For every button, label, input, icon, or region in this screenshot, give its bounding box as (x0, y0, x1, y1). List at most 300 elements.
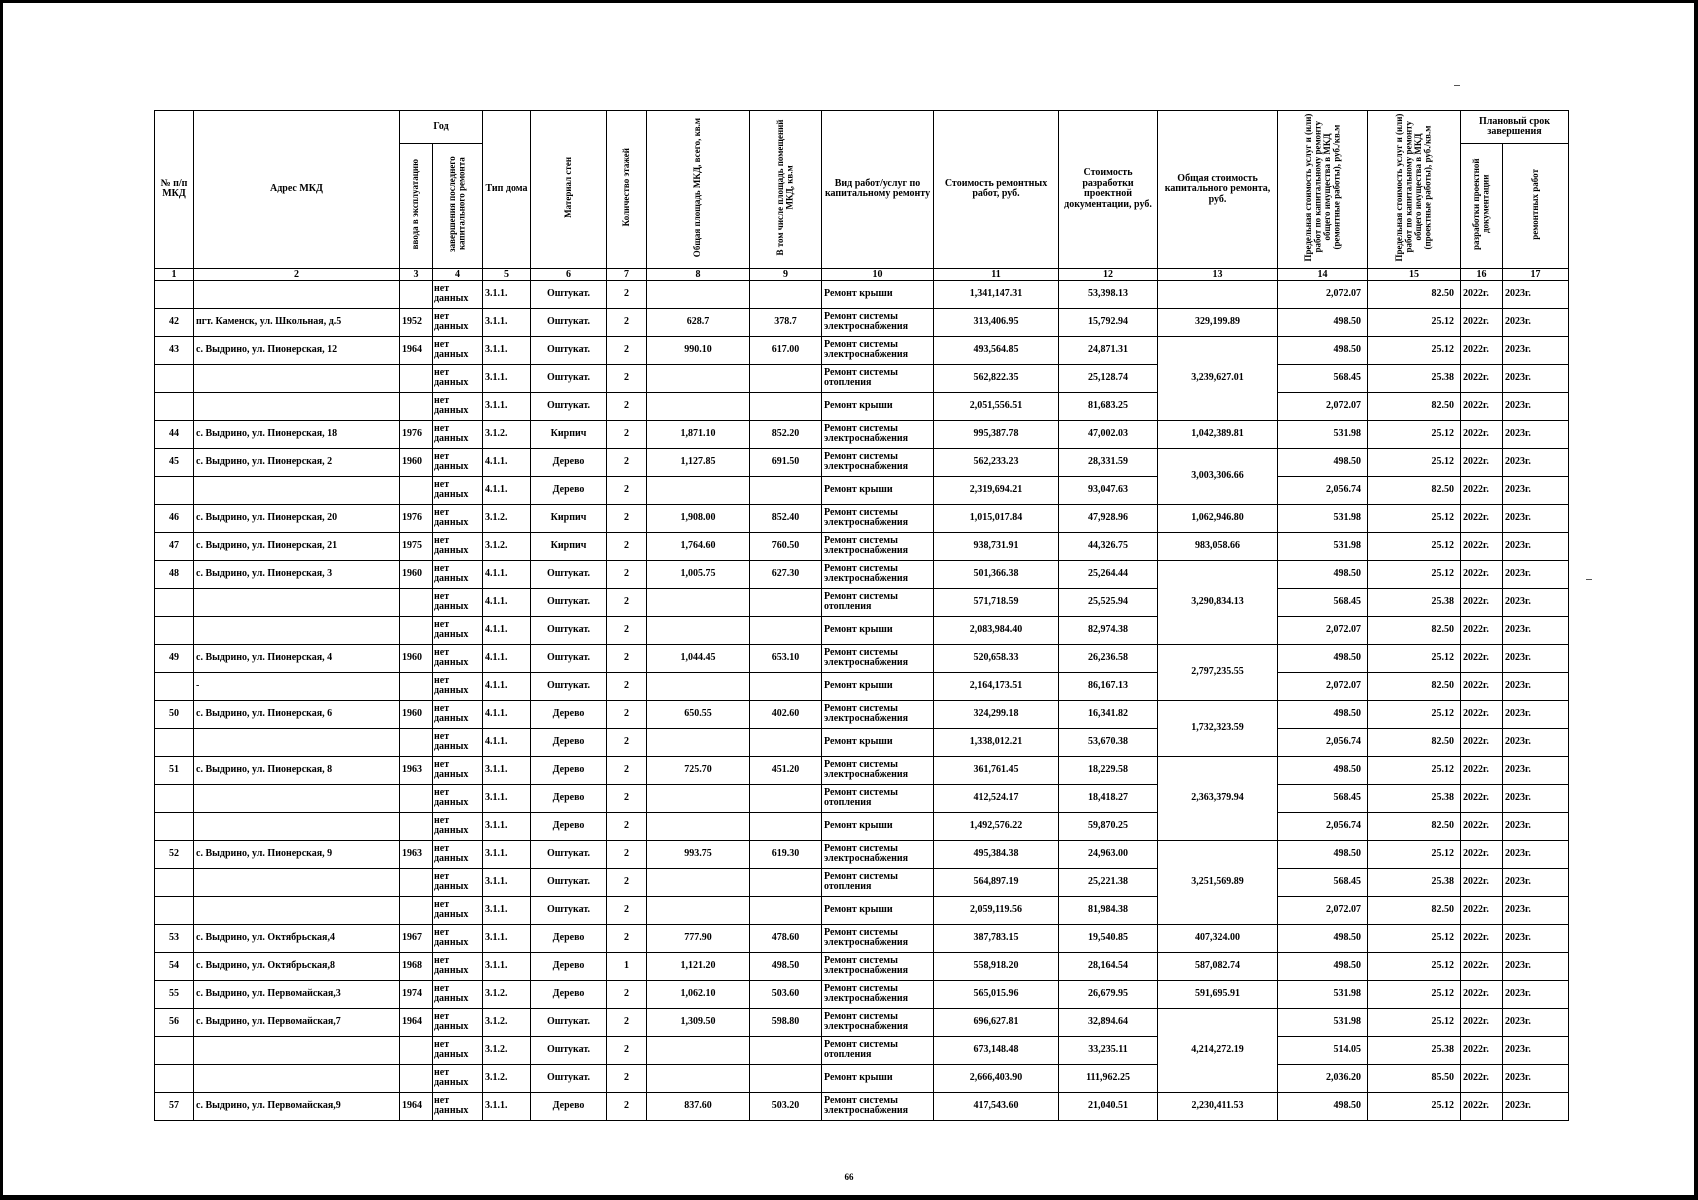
wall-material-cell: Дерево (531, 448, 607, 476)
deadline-design-cell: 2022г. (1461, 1008, 1503, 1036)
house-type-cell: 4.1.1. (483, 476, 531, 504)
premises-area-cell: 627.30 (750, 560, 822, 588)
work-type-cell: Ремонт системы отопления (822, 364, 934, 392)
address-cell: с. Выдрино, ул. Пионерская, 9 (194, 840, 400, 868)
row-number-cell: 43 (155, 336, 194, 364)
address-cell (194, 812, 400, 840)
deadline-design-cell: 2022г. (1461, 812, 1503, 840)
commissioning-year-cell (400, 868, 433, 896)
commissioning-year-cell (400, 616, 433, 644)
table-row (155, 672, 1569, 700)
premises-area-cell: 852.20 (750, 420, 822, 448)
last-repair-cell: нет данных (433, 784, 483, 812)
column-number: 13 (1158, 268, 1278, 280)
wall-material-cell: Оштукат. (531, 392, 607, 420)
limit-repair-cell: 568.45 (1278, 784, 1368, 812)
house-type-cell: 3.1.1. (483, 896, 531, 924)
limit-repair-cell: 531.98 (1278, 532, 1368, 560)
header-floors (607, 111, 647, 269)
header-deadline-repair (1503, 144, 1569, 269)
deadline-repair-cell: 2023г. (1503, 980, 1569, 1008)
wall-material-cell: Оштукат. (531, 616, 607, 644)
commissioning-year-cell (400, 476, 433, 504)
commissioning-year-cell (400, 784, 433, 812)
deadline-design-cell: 2022г. (1461, 448, 1503, 476)
commissioning-year-cell: 1963 (400, 840, 433, 868)
design-cost-cell: 21,040.51 (1059, 1092, 1158, 1120)
column-number: 16 (1461, 268, 1503, 280)
limit-repair-cell: 2,056.74 (1278, 728, 1368, 756)
work-type-cell: Ремонт системы электроснабжения (822, 504, 934, 532)
header-limit-design (1368, 111, 1461, 269)
deadline-repair-cell: 2023г. (1503, 728, 1569, 756)
floors-cell: 2 (607, 1036, 647, 1064)
house-type-cell: 3.1.2. (483, 532, 531, 560)
column-number: 11 (934, 268, 1059, 280)
premises-area-cell (750, 280, 822, 308)
deadline-design-cell: 2022г. (1461, 532, 1503, 560)
premises-area-cell: 503.20 (750, 1092, 822, 1120)
wall-material-cell: Оштукат. (531, 308, 607, 336)
work-type-cell: Ремонт крыши (822, 392, 934, 420)
header-design-cost: Стоимость разработки проектной документации, руб. (1059, 111, 1158, 269)
column-number: 6 (531, 268, 607, 280)
repair-cost-cell: 495,384.38 (934, 840, 1059, 868)
last-repair-cell: нет данных (433, 336, 483, 364)
house-type-cell: 3.1.2. (483, 1008, 531, 1036)
table-row (155, 420, 1569, 448)
total-area-cell: 777.90 (647, 924, 750, 952)
premises-area-cell: 378.7 (750, 308, 822, 336)
table-row (155, 588, 1569, 616)
last-repair-cell: нет данных (433, 364, 483, 392)
premises-area-cell: 498.50 (750, 952, 822, 980)
deadline-design-cell: 2022г. (1461, 728, 1503, 756)
premises-area-cell (750, 784, 822, 812)
header-deadline-design (1461, 144, 1503, 269)
address-cell: с. Выдрино, ул. Первомайская,7 (194, 1008, 400, 1036)
deadline-design-cell: 2022г. (1461, 840, 1503, 868)
limit-design-cell: 25.12 (1368, 532, 1461, 560)
scan-border-left (0, 0, 3, 1200)
row-number-cell (155, 476, 194, 504)
deadline-design-cell: 2022г. (1461, 504, 1503, 532)
design-cost-cell: 18,418.27 (1059, 784, 1158, 812)
commissioning-year-cell: 1952 (400, 308, 433, 336)
house-type-cell: 3.1.1. (483, 868, 531, 896)
design-cost-cell: 28,331.59 (1059, 448, 1158, 476)
floors-cell: 2 (607, 980, 647, 1008)
limit-repair-cell: 531.98 (1278, 1008, 1368, 1036)
deadline-repair-cell: 2023г. (1503, 700, 1569, 728)
limit-design-cell: 82.50 (1368, 476, 1461, 504)
table-row (155, 1008, 1569, 1036)
deadline-repair-cell: 2023г. (1503, 644, 1569, 672)
repair-cost-cell: 2,319,694.21 (934, 476, 1059, 504)
last-repair-cell: нет данных (433, 420, 483, 448)
floors-cell: 2 (607, 476, 647, 504)
total-area-cell (647, 476, 750, 504)
commissioning-year-cell (400, 728, 433, 756)
deadline-design-cell: 2022г. (1461, 952, 1503, 980)
header-row-number: № п/п МКД (155, 111, 194, 269)
deadline-design-cell: 2022г. (1461, 980, 1503, 1008)
row-number-cell (155, 392, 194, 420)
commissioning-year-cell: 1974 (400, 980, 433, 1008)
deadline-repair-cell: 2023г. (1503, 784, 1569, 812)
deadline-repair-cell: 2023г. (1503, 1092, 1569, 1120)
capital-repair-table (154, 110, 1569, 1121)
header-wall-material-text: Материал стен (562, 157, 573, 218)
deadline-repair-cell: 2023г. (1503, 420, 1569, 448)
limit-repair-cell: 531.98 (1278, 420, 1368, 448)
premises-area-cell: 691.50 (750, 448, 822, 476)
limit-repair-cell: 2,056.74 (1278, 476, 1368, 504)
total-area-cell: 1,121.20 (647, 952, 750, 980)
work-type-cell: Ремонт системы электроснабжения (822, 448, 934, 476)
limit-design-cell: 82.50 (1368, 896, 1461, 924)
total-area-cell: 1,127.85 (647, 448, 750, 476)
house-type-cell: 3.1.1. (483, 364, 531, 392)
deadline-repair-cell: 2023г. (1503, 812, 1569, 840)
limit-design-cell: 82.50 (1368, 812, 1461, 840)
address-cell (194, 392, 400, 420)
floors-cell: 2 (607, 700, 647, 728)
limit-repair-cell: 498.50 (1278, 700, 1368, 728)
design-cost-cell: 24,871.31 (1059, 336, 1158, 364)
deadline-design-cell: 2022г. (1461, 784, 1503, 812)
design-cost-cell: 19,540.85 (1059, 924, 1158, 952)
total-area-cell (647, 1064, 750, 1092)
work-type-cell: Ремонт системы электроснабжения (822, 420, 934, 448)
header-repair-cost: Стоимость ремонтных работ, руб. (934, 111, 1059, 269)
total-area-cell (647, 784, 750, 812)
repair-cost-cell: 2,051,556.51 (934, 392, 1059, 420)
repair-cost-cell: 1,492,576.22 (934, 812, 1059, 840)
commissioning-year-cell: 1976 (400, 420, 433, 448)
total-area-cell (647, 280, 750, 308)
wall-material-cell: Кирпич (531, 532, 607, 560)
address-cell: с. Выдрино, ул. Пионерская, 2 (194, 448, 400, 476)
limit-design-cell: 25.12 (1368, 448, 1461, 476)
premises-area-cell: 852.40 (750, 504, 822, 532)
premises-area-cell (750, 812, 822, 840)
commissioning-year-cell (400, 672, 433, 700)
floors-cell: 2 (607, 868, 647, 896)
last-repair-cell: нет данных (433, 924, 483, 952)
repair-cost-cell: 417,543.60 (934, 1092, 1059, 1120)
total-area-cell: 1,062.10 (647, 980, 750, 1008)
work-type-cell: Ремонт крыши (822, 476, 934, 504)
total-cost-cell: 587,082.74 (1158, 952, 1278, 980)
deadline-repair-cell: 2023г. (1503, 672, 1569, 700)
house-type-cell: 3.1.1. (483, 392, 531, 420)
total-cost-cell: 3,003,306.66 (1158, 448, 1278, 504)
table-row (155, 336, 1569, 364)
limit-repair-cell: 498.50 (1278, 308, 1368, 336)
deadline-design-cell: 2022г. (1461, 308, 1503, 336)
total-cost-cell: 2,797,235.55 (1158, 644, 1278, 700)
floors-cell: 2 (607, 756, 647, 784)
wall-material-cell: Оштукат. (531, 588, 607, 616)
design-cost-cell: 86,167.13 (1059, 672, 1158, 700)
floors-cell: 2 (607, 588, 647, 616)
total-area-cell: 993.75 (647, 840, 750, 868)
total-area-cell: 725.70 (647, 756, 750, 784)
floors-cell: 2 (607, 364, 647, 392)
limit-repair-cell: 2,036.20 (1278, 1064, 1368, 1092)
limit-design-cell: 25.12 (1368, 756, 1461, 784)
table-row (155, 756, 1569, 784)
premises-area-cell: 451.20 (750, 756, 822, 784)
work-type-cell: Ремонт системы электроснабжения (822, 532, 934, 560)
deadline-design-cell: 2022г. (1461, 588, 1503, 616)
row-number-cell (155, 672, 194, 700)
wall-material-cell: Оштукат. (531, 1008, 607, 1036)
total-area-cell: 1,309.50 (647, 1008, 750, 1036)
commissioning-year-cell: 1960 (400, 448, 433, 476)
total-area-cell (647, 812, 750, 840)
work-type-cell: Ремонт системы электроснабжения (822, 924, 934, 952)
limit-repair-cell: 2,072.07 (1278, 392, 1368, 420)
deadline-design-cell: 2022г. (1461, 1064, 1503, 1092)
deadline-repair-cell: 2023г. (1503, 588, 1569, 616)
address-cell: с. Выдрино, ул. Пионерская, 3 (194, 560, 400, 588)
repair-cost-cell: 1,015,017.84 (934, 504, 1059, 532)
limit-repair-cell: 568.45 (1278, 364, 1368, 392)
scan-border-bottom (0, 1195, 1698, 1200)
floors-cell: 2 (607, 728, 647, 756)
wall-material-cell: Дерево (531, 924, 607, 952)
repair-cost-cell: 562,233.23 (934, 448, 1059, 476)
limit-design-cell: 25.12 (1368, 952, 1461, 980)
last-repair-cell: нет данных (433, 700, 483, 728)
design-cost-cell: 81,984.38 (1059, 896, 1158, 924)
address-cell (194, 1036, 400, 1064)
total-cost-cell: 4,214,272.19 (1158, 1008, 1278, 1092)
last-repair-cell: нет данных (433, 616, 483, 644)
design-cost-cell: 53,670.38 (1059, 728, 1158, 756)
table-row (155, 1036, 1569, 1064)
scan-border-top (0, 0, 1698, 3)
limit-repair-cell: 2,072.07 (1278, 896, 1368, 924)
table-row (155, 924, 1569, 952)
house-type-cell: 3.1.1. (483, 756, 531, 784)
table-row (155, 1092, 1569, 1120)
house-type-cell: 3.1.2. (483, 420, 531, 448)
commissioning-year-cell (400, 812, 433, 840)
header-commissioning-year-text: ввода в эксплуатацию (410, 158, 421, 250)
house-type-cell: 4.1.1. (483, 588, 531, 616)
last-repair-cell: нет данных (433, 672, 483, 700)
address-cell (194, 280, 400, 308)
table-row (155, 868, 1569, 896)
limit-design-cell: 82.50 (1368, 392, 1461, 420)
commissioning-year-cell: 1960 (400, 560, 433, 588)
total-area-cell (647, 896, 750, 924)
design-cost-cell: 82,974.38 (1059, 616, 1158, 644)
limit-repair-cell: 2,056.74 (1278, 812, 1368, 840)
limit-repair-cell: 531.98 (1278, 504, 1368, 532)
last-repair-cell: нет данных (433, 1008, 483, 1036)
total-cost-cell: 3,239,627.01 (1158, 336, 1278, 420)
wall-material-cell: Кирпич (531, 420, 607, 448)
floors-cell: 2 (607, 308, 647, 336)
address-cell: с. Выдрино, ул. Пионерская, 8 (194, 756, 400, 784)
deadline-design-cell: 2022г. (1461, 616, 1503, 644)
limit-design-cell: 25.12 (1368, 924, 1461, 952)
repair-cost-cell: 493,564.85 (934, 336, 1059, 364)
table-row (155, 644, 1569, 672)
total-cost-cell: 3,290,834.13 (1158, 560, 1278, 644)
address-cell: с. Выдрино, ул. Пионерская, 18 (194, 420, 400, 448)
address-cell (194, 588, 400, 616)
deadline-design-cell: 2022г. (1461, 672, 1503, 700)
repair-cost-cell: 564,897.19 (934, 868, 1059, 896)
address-cell: с. Выдрино, ул. Пионерская, 20 (194, 504, 400, 532)
wall-material-cell: Дерево (531, 756, 607, 784)
address-cell (194, 896, 400, 924)
wall-material-cell: Кирпич (531, 504, 607, 532)
design-cost-cell: 28,164.54 (1059, 952, 1158, 980)
premises-area-cell: 653.10 (750, 644, 822, 672)
row-number-cell: 46 (155, 504, 194, 532)
header-work-type: Вид работ/услуг по капитальному ремонту (822, 111, 934, 269)
deadline-repair-cell: 2023г. (1503, 896, 1569, 924)
commissioning-year-cell: 1963 (400, 756, 433, 784)
house-type-cell: 4.1.1. (483, 448, 531, 476)
total-area-cell: 1,764.60 (647, 532, 750, 560)
floors-cell: 2 (607, 1092, 647, 1120)
last-repair-cell: нет данных (433, 448, 483, 476)
header-floors-text: Количество этажей (620, 148, 631, 227)
total-cost-cell: 1,732,323.59 (1158, 700, 1278, 756)
last-repair-cell: нет данных (433, 728, 483, 756)
total-cost-cell: 2,230,411.53 (1158, 1092, 1278, 1120)
limit-repair-cell: 498.50 (1278, 560, 1368, 588)
table-row (155, 616, 1569, 644)
row-number-cell: 53 (155, 924, 194, 952)
commissioning-year-cell: 1960 (400, 700, 433, 728)
address-cell (194, 616, 400, 644)
premises-area-cell: 503.60 (750, 980, 822, 1008)
row-number-cell (155, 728, 194, 756)
table-row (155, 364, 1569, 392)
limit-design-cell: 25.12 (1368, 504, 1461, 532)
wall-material-cell: Дерево (531, 728, 607, 756)
floors-cell: 2 (607, 812, 647, 840)
floors-cell: 2 (607, 616, 647, 644)
address-cell (194, 868, 400, 896)
limit-design-cell: 25.38 (1368, 784, 1461, 812)
total-area-cell (647, 588, 750, 616)
last-repair-cell: нет данных (433, 1064, 483, 1092)
limit-repair-cell: 2,072.07 (1278, 616, 1368, 644)
repair-cost-cell: 2,164,173.51 (934, 672, 1059, 700)
floors-cell: 2 (607, 644, 647, 672)
house-type-cell: 3.1.2. (483, 980, 531, 1008)
commissioning-year-cell (400, 896, 433, 924)
wall-material-cell: Дерево (531, 952, 607, 980)
repair-cost-cell: 361,761.45 (934, 756, 1059, 784)
column-number: 2 (194, 268, 400, 280)
deadline-repair-cell: 2023г. (1503, 476, 1569, 504)
deadline-repair-cell: 2023г. (1503, 840, 1569, 868)
commissioning-year-cell: 1964 (400, 1008, 433, 1036)
header-house-type: Тип дома (483, 111, 531, 269)
limit-repair-cell: 568.45 (1278, 868, 1368, 896)
commissioning-year-cell: 1960 (400, 644, 433, 672)
deadline-repair-cell: 2023г. (1503, 1008, 1569, 1036)
work-type-cell: Ремонт системы электроснабжения (822, 336, 934, 364)
commissioning-year-cell: 1964 (400, 1092, 433, 1120)
deadline-repair-cell: 2023г. (1503, 504, 1569, 532)
table-row (155, 840, 1569, 868)
row-number-cell (155, 1064, 194, 1092)
last-repair-cell: нет данных (433, 476, 483, 504)
wall-material-cell: Оштукат. (531, 364, 607, 392)
column-number: 1 (155, 268, 194, 280)
limit-repair-cell: 498.50 (1278, 924, 1368, 952)
floors-cell: 2 (607, 924, 647, 952)
address-cell: с. Выдрино, ул. Пионерская, 4 (194, 644, 400, 672)
floors-cell: 2 (607, 448, 647, 476)
table-row (155, 980, 1569, 1008)
house-type-cell: 3.1.2. (483, 1036, 531, 1064)
premises-area-cell: 598.80 (750, 1008, 822, 1036)
address-cell: с. Выдрино, ул. Октябрьская,4 (194, 924, 400, 952)
deadline-repair-cell: 2023г. (1503, 952, 1569, 980)
premises-area-cell (750, 364, 822, 392)
wall-material-cell: Оштукат. (531, 672, 607, 700)
address-cell: с. Выдрино, ул. Октябрьская,8 (194, 952, 400, 980)
premises-area-cell (750, 588, 822, 616)
table-row (155, 308, 1569, 336)
deadline-repair-cell: 2023г. (1503, 280, 1569, 308)
commissioning-year-cell: 1964 (400, 336, 433, 364)
row-number-cell: 54 (155, 952, 194, 980)
repair-cost-cell: 571,718.59 (934, 588, 1059, 616)
last-repair-cell: нет данных (433, 1092, 483, 1120)
design-cost-cell: 81,683.25 (1059, 392, 1158, 420)
design-cost-cell: 33,235.11 (1059, 1036, 1158, 1064)
design-cost-cell: 25,525.94 (1059, 588, 1158, 616)
premises-area-cell: 478.60 (750, 924, 822, 952)
design-cost-cell: 53,398.13 (1059, 280, 1158, 308)
design-cost-cell: 111,962.25 (1059, 1064, 1158, 1092)
limit-design-cell: 85.50 (1368, 1064, 1461, 1092)
header-wall-material (531, 111, 607, 269)
deadline-repair-cell: 2023г. (1503, 924, 1569, 952)
deadline-design-cell: 2022г. (1461, 896, 1503, 924)
deadline-design-cell: 2022г. (1461, 392, 1503, 420)
work-type-cell: Ремонт системы электроснабжения (822, 980, 934, 1008)
header-total-area (647, 111, 750, 269)
limit-design-cell: 25.12 (1368, 1092, 1461, 1120)
header-last-repair-year-text: завершения последнего капитального ремонта (447, 156, 467, 252)
floors-cell: 2 (607, 392, 647, 420)
floors-cell: 2 (607, 560, 647, 588)
row-number-cell (155, 364, 194, 392)
wall-material-cell: Оштукат. (531, 896, 607, 924)
address-cell: с. Выдрино, ул. Пионерская, 21 (194, 532, 400, 560)
wall-material-cell: Дерево (531, 700, 607, 728)
column-number: 4 (433, 268, 483, 280)
address-cell (194, 364, 400, 392)
deadline-design-cell: 2022г. (1461, 364, 1503, 392)
row-number-cell: 47 (155, 532, 194, 560)
address-cell: с. Выдрино, ул. Пионерская, 12 (194, 336, 400, 364)
